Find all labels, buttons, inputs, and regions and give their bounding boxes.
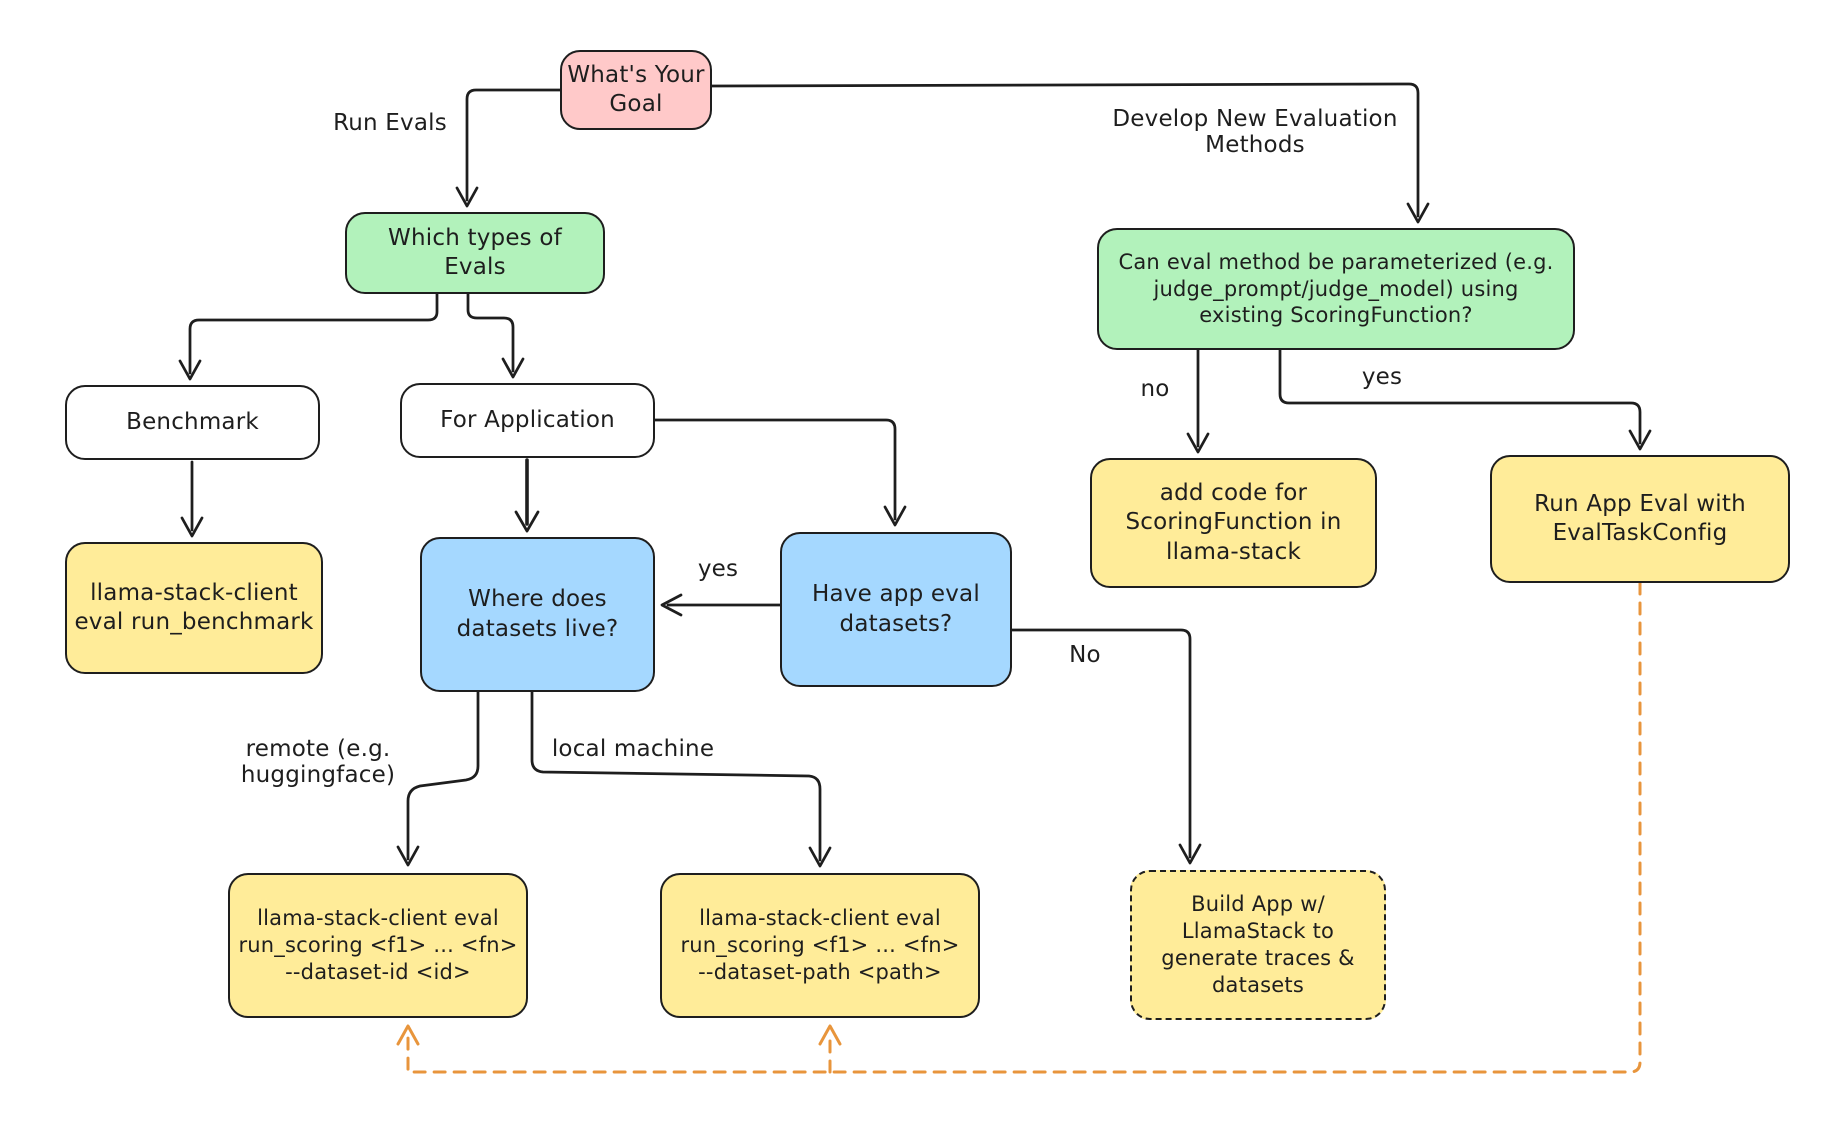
node-add-code-line: add code for [1159,479,1308,506]
node-run-app-eval-evaltaskconfig [1490,455,1790,583]
arrow-for-application-to-have-datasets [655,420,905,525]
arrow-where-datasets-local [532,692,830,866]
edge-label-yes-mid: yes [697,556,739,582]
arrow-can-param-to-run-app-eval-yes [1280,350,1650,449]
node-whats-your-goal [560,50,712,130]
node-add-code-scoringfunction [1090,458,1377,588]
node-run-scoring-id-line: --dataset-id <id> [285,959,471,984]
node-run-app-eval-line: EvalTaskConfig [1552,520,1728,546]
node-build-app-line: generate traces & [1161,946,1355,970]
node-build-app-line: LlamaStack to [1181,919,1335,944]
node-where-datasets-line: Where does [468,586,607,613]
arrow-have-datasets-to-where-datasets-yes [662,595,780,615]
node-whats-your-goal-line: Goal [609,91,663,117]
node-run-scoring-id-line: run_scoring <f1> ... <fn> [238,933,518,958]
node-have-datasets-line: datasets? [839,610,953,637]
node-whats-your-goal-line: What's Your [567,61,705,88]
node-have-app-eval-datasets [780,532,1012,687]
node-build-app-llamastack [1130,870,1386,1020]
node-which-types-line: Which types of [388,224,562,251]
edge-label-remote-huggingface: remote (e.g. huggingface) [240,736,396,789]
node-run-benchmark-command [65,542,323,674]
node-run-scoring-dataset-id [228,873,528,1018]
node-for-application-line: For Application [440,406,615,433]
arrow-for-application-to-where-datasets [516,460,538,531]
node-build-app-line: datasets [1212,972,1304,997]
arrow-types-to-benchmark [180,294,437,379]
node-where-datasets-line: datasets live? [456,615,619,642]
edge-label-run-evals: Run Evals [333,110,447,136]
arrow-can-param-to-add-code-no [1188,350,1208,452]
node-have-datasets-line: Have app eval [812,581,980,608]
node-run-app-eval-line: Run App Eval with [1534,490,1746,517]
edge-label-develop-new-evaluation-methods: Develop New Evaluation Methods [1112,106,1398,159]
node-run-scoring-path-line: llama-stack-client eval [699,906,941,931]
node-for-application [400,383,655,458]
arrow-goal-to-which-types [457,90,560,206]
node-add-code-line: llama-stack [1166,538,1301,565]
edge-label-no-left: no [1140,376,1170,402]
node-where-does-datasets-live [420,537,655,692]
node-benchmark [65,385,320,460]
node-run-scoring-path-line: run_scoring <f1> ... <fn> [680,933,960,958]
node-run-scoring-id-line: llama-stack-client eval [257,906,499,931]
node-add-code-line: ScoringFunction in [1125,509,1342,536]
node-run-scoring-dataset-path [660,873,980,1018]
node-can-param-line: existing ScoringFunction? [1199,303,1473,328]
edge-label-no-mid: No [1069,642,1101,668]
node-can-eval-method-parameterized [1097,228,1575,350]
node-run-benchmark-line: llama-stack-client [90,579,298,606]
edge-label-local-machine: local machine [551,736,715,762]
node-which-types-of-evals [345,212,605,294]
node-run-benchmark-line: eval run_benchmark [74,609,314,635]
node-can-param-line: Can eval method be parameterized (e.g. [1118,249,1554,274]
edge-label-yes-right: yes [1361,364,1403,390]
node-benchmark-line: Benchmark [126,408,259,435]
arrow-types-to-for-application [468,294,523,377]
node-which-types-line: Evals [444,254,506,280]
node-build-app-line: Build App w/ [1191,892,1325,917]
arrow-benchmark-to-run-benchmark [182,462,202,536]
node-can-param-line: judge_prompt/judge_model) using [1153,276,1519,301]
node-run-scoring-path-line: --dataset-path <path> [698,959,942,984]
